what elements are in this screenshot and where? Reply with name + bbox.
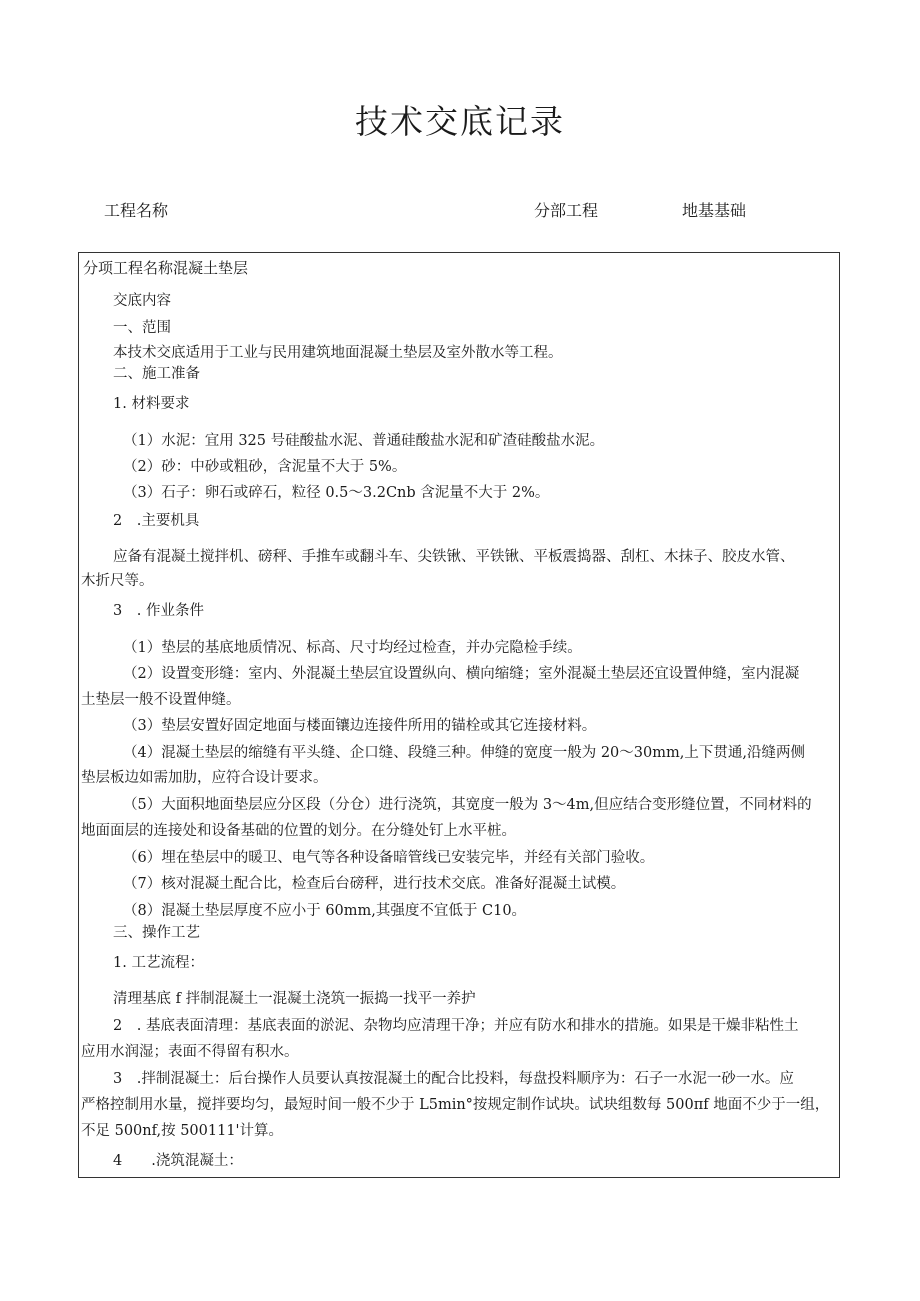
body-line: （1）水泥：宜用 325 号硅酸盐水泥、普通硅酸盐水泥和矿渣硅酸盐水泥。 xyxy=(123,433,605,449)
body-line: 2 . 基底表面清理：基底表面的淤泥、杂物均应清理干净；并应有防水和排水的措施。如果是干燥非粘性土 xyxy=(113,1018,799,1034)
body-line: 一、范围 xyxy=(113,320,171,336)
body-line: 不足 500nf,按 500111'计算。 xyxy=(81,1123,284,1139)
body-line: 垫层板边如需加肋，应符合设计要求。 xyxy=(81,770,328,786)
body-line: （5）大面积地面垫层应分区段（分仓）进行浇筑，其宽度一般为 3～4m,但应结合变形缝位置，不同材料的 xyxy=(123,797,812,813)
sub-project-value: 地基基础 xyxy=(682,201,747,220)
body-line: （4）混凝土垫层的缩缝有平头缝、企口缝、段缝三种。伸缝的宽度一般为 20～30mm,上下贯通,沿缝两侧 xyxy=(123,745,805,761)
body-line: （2）设置变形缝：室内、外混凝土垫层宜设置纵向、横向缩缝；室外混凝土垫层还宜设置伸缝，室内混凝 xyxy=(123,666,800,682)
body-line: （1）垫层的基底地质情况、标高、尺寸均经过检查，并办完隐检手续。 xyxy=(123,640,582,656)
body-line: 3 .拌制混凝土：后台操作人员要认真按混凝土的配合比投料，每盘投料顺序为：石子一水泥一砂一水。应 xyxy=(113,1071,794,1087)
page-title: 技术交底记录 xyxy=(355,102,565,141)
body-line: 应备有混凝土搅拌机、磅秤、手推车或翻斗车、尖铁锹、平铁锹、平板震捣器、刮杠、木抹子、胶皮水管、 xyxy=(113,549,795,565)
body-line: （2）砂：中砂或粗砂，含泥量不大于 5%。 xyxy=(123,459,407,475)
body-line: 二、施工准备 xyxy=(113,366,200,382)
content-box xyxy=(78,252,840,1178)
project-name-label: 工程名称 xyxy=(104,201,169,220)
body-line: 地面面层的连接处和设备基础的位置的划分。在分缝处钉上水平桩。 xyxy=(81,823,516,839)
body-line: 三、操作工艺 xyxy=(113,925,200,941)
body-line: 土垫层一般不设置伸缝。 xyxy=(81,692,241,708)
body-line: 1. 材料要求 xyxy=(113,396,190,412)
body-line: （3）石子：卵石或碎石，粒径 0.5～3.2Cnb 含泥量不大于 2%。 xyxy=(123,485,550,501)
body-line: （6）埋在垫层中的暖卫、电气等各种设备暗管线已安装完毕，并经有关部门验收。 xyxy=(123,850,655,866)
sub-project-label: 分部工程 xyxy=(534,201,599,220)
body-line: 应用水润湿；表面不得留有积水。 xyxy=(81,1044,299,1060)
body-line: 交底内容 xyxy=(113,293,171,309)
body-line: （8）混凝土垫层厚度不应小于 60mm,其强度不宜低于 C10。 xyxy=(123,903,527,919)
body-line: 2 .主要机具 xyxy=(113,513,200,529)
body-line: （3）垫层安置好固定地面与楼面镶边连接件所用的锚栓或其它连接材料。 xyxy=(123,718,597,734)
body-line: 4 .浇筑混凝土： xyxy=(113,1153,243,1169)
body-line: 本技术交底适用于工业与民用建筑地面混凝土垫层及室外散水等工程。 xyxy=(113,345,563,361)
item-name: 分项工程名称混凝土垫层 xyxy=(83,259,249,277)
body-line: 严格控制用水量，搅拌要均匀，最短时间一般不少于 L5min°按规定制作试块。试块组数每 500πf 地面不少于一组， xyxy=(81,1097,830,1113)
body-line: 木折尺等。 xyxy=(81,573,154,589)
body-line: 清理基底 f 拌制混凝土一混凝土浇筑一振捣一找平一养护 xyxy=(113,991,476,1007)
body-line: 1. 工艺流程： xyxy=(113,955,204,971)
body-line: 3 . 作业条件 xyxy=(113,603,204,619)
body-line: （7）核对混凝土配合比，检查后台磅秤，进行技术交底。准备好混凝土试模。 xyxy=(123,876,626,892)
